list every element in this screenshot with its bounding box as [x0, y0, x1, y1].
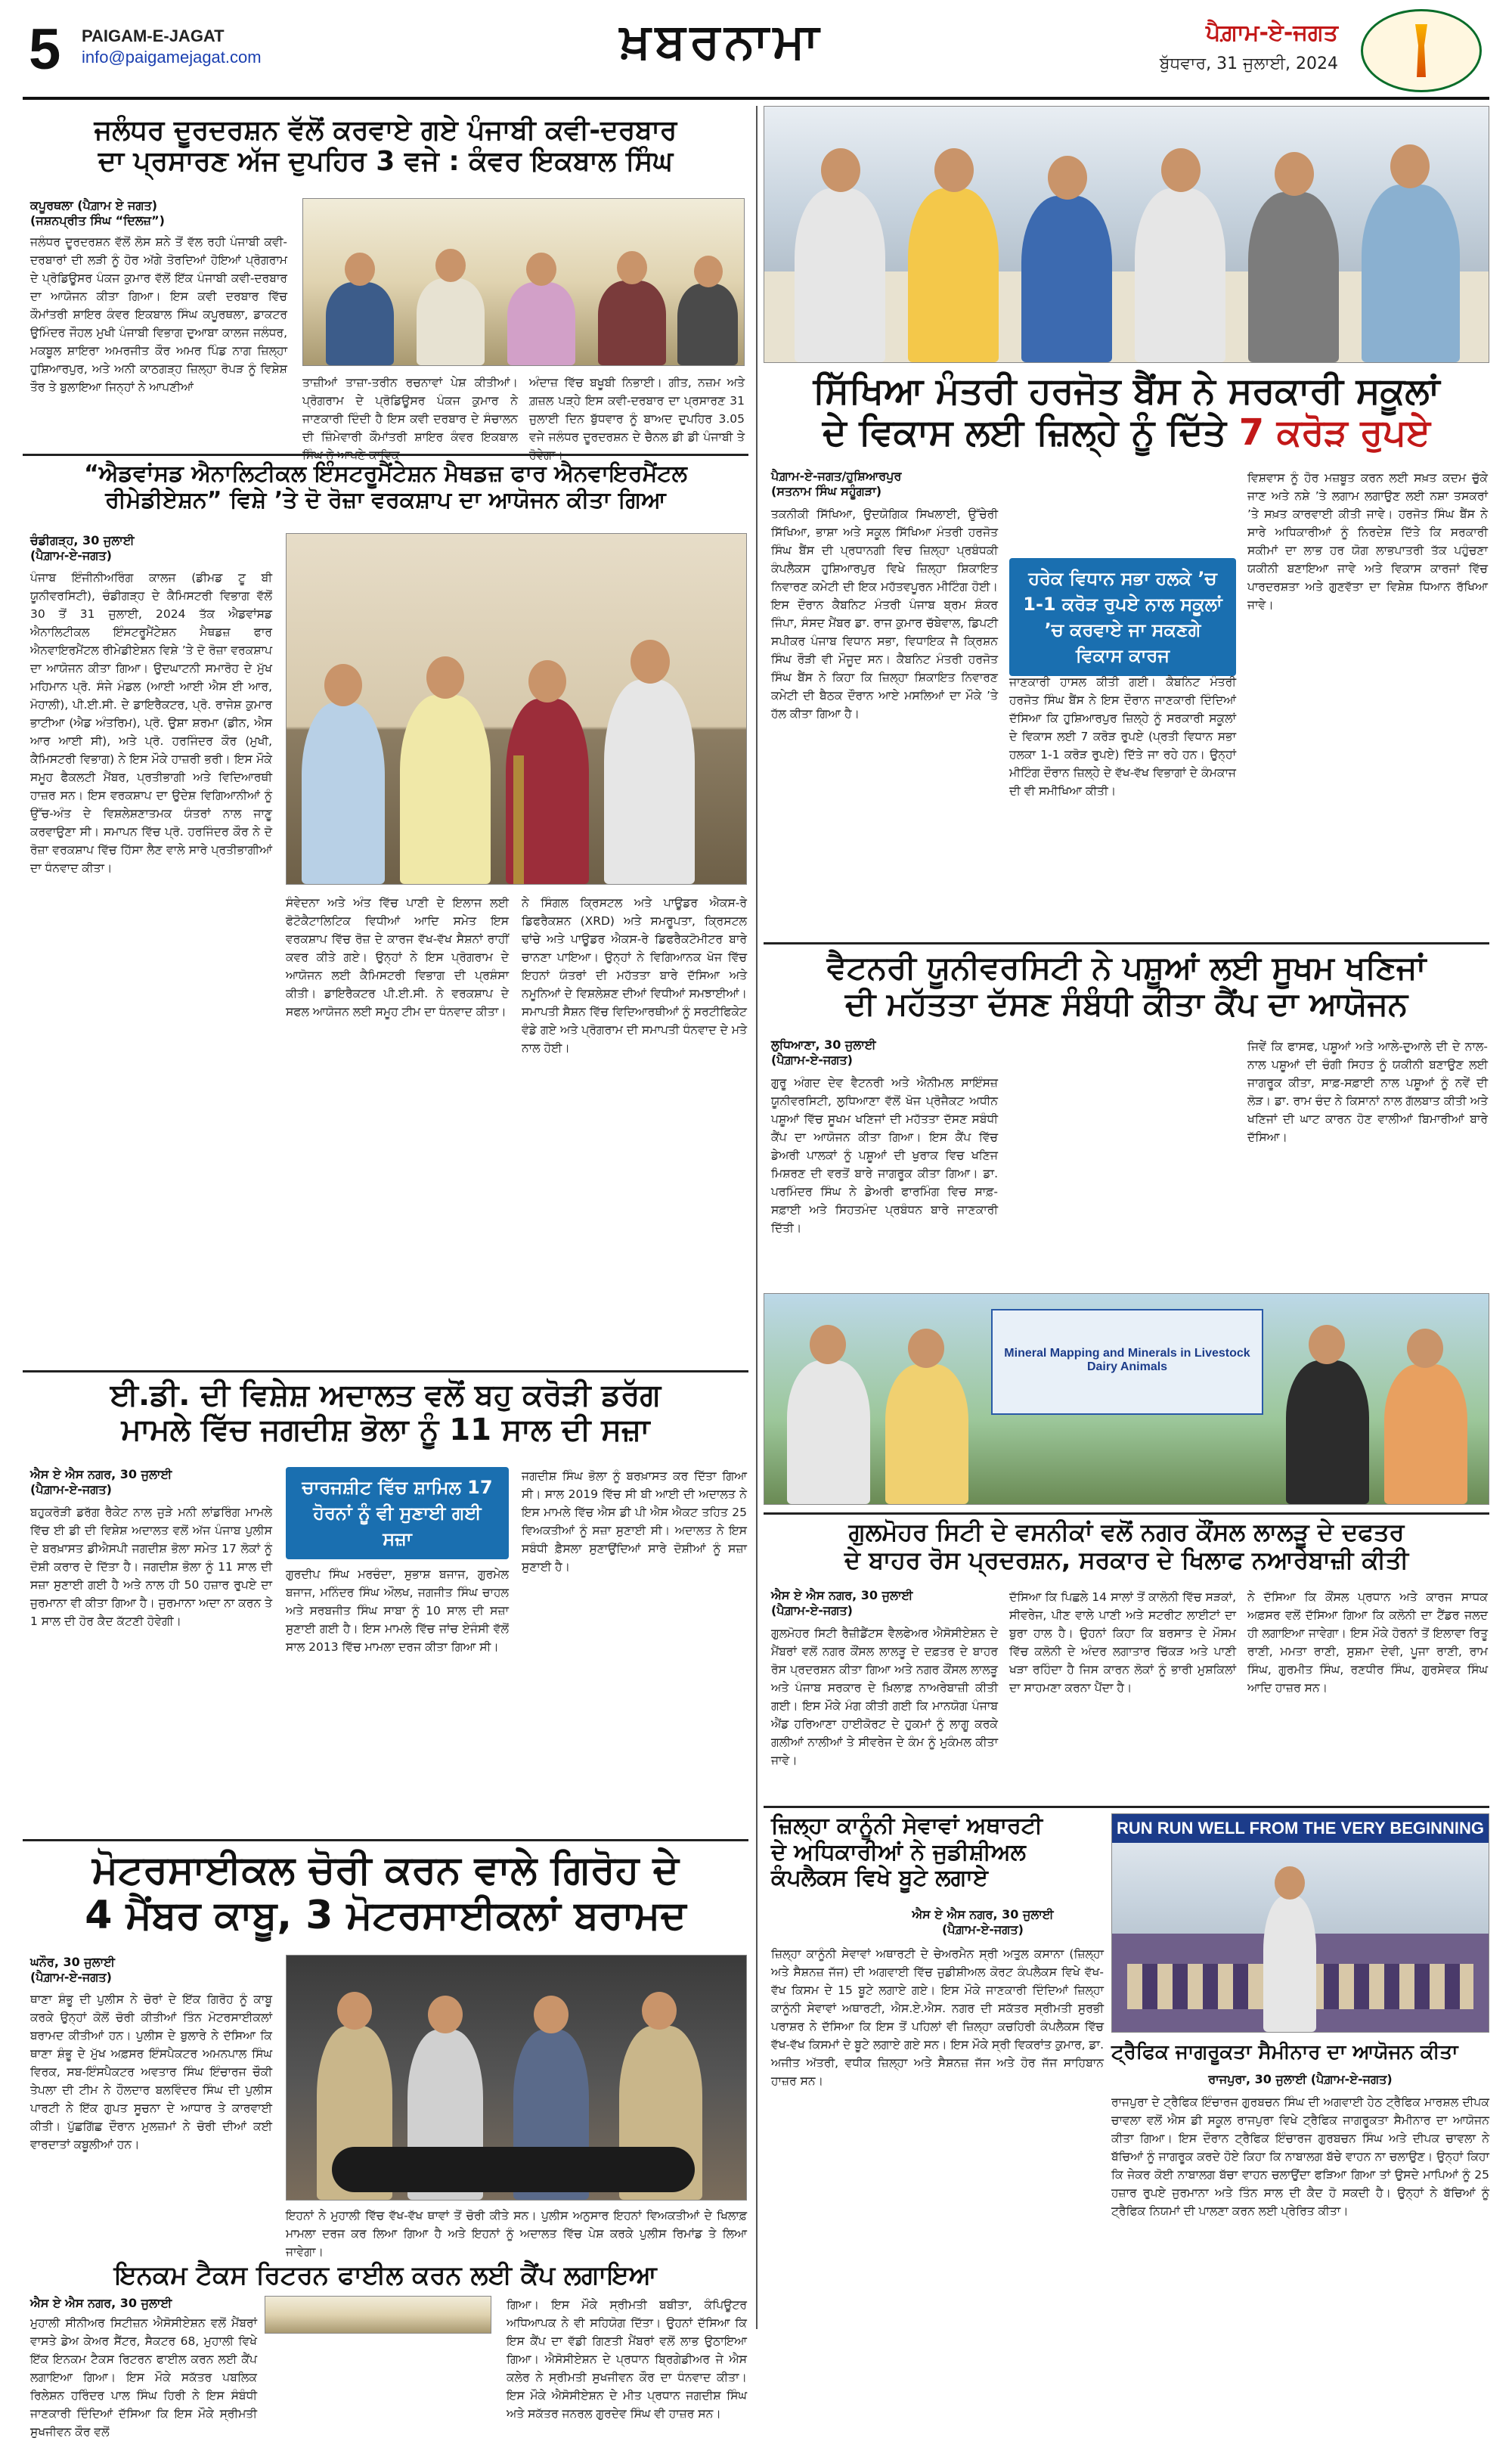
- article1-headline-line1: ਜਲੰਧਰ ਦੂਰਦਰਸ਼ਨ ਵੱਲੋਂ ਕਰਵਾਏ ਗਏ ਪੰਜਾਬੀ ਕਵੀ-ਦਰਬਾਰ: [94, 115, 677, 146]
- article3-body: ਤਕਨੀਕੀ ਸਿੱਖਿਆ, ਉਦਯੋਗਿਕ ਸਿਖਲਾਈ, ਉੱਚੇਰੀ ਸਿੱਖਿਆ, ਭਾਸ਼ਾ ਅਤੇ ਸਕੂਲ ਸਿੱਖਿਆ ਮੰਤਰੀ ਹਰਜੋਤ ਸਿੰਘ ਬੈਂਸ ਦੀ ਪ੍ਰਧਾਨਗੀ ਵਿਚ ਜ਼ਿਲ੍ਹਾ ਪ੍ਰਬੰਧਕੀ ਕੰਪਲੈਕਸ ਹੁਸ਼ਿਆਰਪੁਰ ਵਿਖੇ ਜ਼ਿਲ੍ਹਾ ਸ਼ਿਕਾਇਤ ਨਿਵਾਰਣ ਕਮੇਟੀ ਦੀ ਇਕ ਮਹੱਤਵਪੂਰਨ ਮੀਟਿੰਗ ਹੋਈ। ਇਸ ਦੌਰਾਨ ਕੈਬਨਿਟ ਮੰਤਰੀ ਪੰਜਾਬ ਬ੍ਰਮ ਸ਼ੰਕਰ ਜਿੰਪਾ, ਸੰਸਦ ਮੈਂਬਰ ਡਾ. ਰਾਜ ਕੁਮਾਰ ਚੱਬੇਵਾਲ, ਡਿਪਟੀ ਸਪੀਕਰ ਪੰਜਾਬ ਵਿਧਾਨ ਸਭਾ, ਵਿਧਾਇਕ ਜੈ ਕ੍ਰਿਸ਼ਨ ਸਿੰਘ ਰੌੜੀ ਵੀ ਮੌਜੂਦ ਸਨ। ਕੈਬਨਿਟ ਮੰਤਰੀ ਹਰਜੋਤ ਸਿੰਘ ਬੈਂਸ ਨੇ ਕਿਹਾ ਕਿ ਜ਼ਿਲ੍ਹਾ ਸ਼ਿਕਾਇਤ ਨਿਵਾਰਣ ਕਮੇਟੀ ਦੀ ਬੈਠਕ ਦੌਰਾਨ ਆਏ ਮਸਲਿਆਂ ਦਾ ਮੌਕੇ ’ਤੇ ਹੱਲ ਕੀਤਾ ਗਿਆ ਹੈ।: [771, 507, 998, 721]
- page-number: 5: [29, 17, 61, 82]
- article3-body3: ਵਿਸ਼ਵਾਸ ਨੂੰ ਹੋਰ ਮਜ਼ਬੂਤ ਕਰਨ ਲਈ ਸਖ਼ਤ ਕਦਮ ਚੁੱਕੇ ਜਾਣ ਅਤੇ ਨਸ਼ੇ ’ਤੇ ਲਗਾਮ ਲਗਾਉਣ ਲਈ ਨਸ਼ਾ ਤਸਕਰਾਂ ’ਤੇ ਸਖ਼ਤ ਕਾਰਵਾਈ ਕੀਤੀ ਜਾਵੇ। ਹਰਜੋਤ ਸਿੰਘ ਬੈਂਸ ਨੇ ਸਾਰੇ ਅਧਿਕਾਰੀਆਂ ਨੂੰ ਨਿਰਦੇਸ਼ ਦਿੱਤੇ ਕਿ ਸਰਕਾਰੀ ਸਕੀਮਾਂ ਦਾ ਲਾਭ ਹਰ ਯੋਗ ਲਾਭਪਾਤਰੀ ਤੱਕ ਪਹੁੰਚਣਾ ਯਕੀਨੀ ਬਣਾਇਆ ਜਾਵੇ ਅਤੇ ਵਿਕਾਸ ਕਾਰਜਾਂ ਵਿੱਚ ਪਾਰਦਰਸ਼ਤਾ ਅਤੇ ਗੁਣਵੱਤਾ ਦਾ ਵਿਸ਼ੇਸ਼ ਧਿਆਨ ਰੱਖਿਆ ਜਾਵੇ।: [1247, 471, 1488, 612]
- article7-byline: [771, 1588, 998, 1618]
- brand-name-punjabi: ਪੈਗ਼ਾਮ-ਏ-ਜਗਤ: [1205, 20, 1338, 46]
- article2-byline: [30, 533, 272, 563]
- article3-headline-line2a: ਦੇ ਵਿਕਾਸ ਲਈ ਜ਼ਿਲ੍ਹੇ ਨੂੰ ਦਿੱਤੇ: [822, 411, 1227, 454]
- article5-body2: ਗੁਰਦੀਪ ਸਿੰਘ ਮਰਚੰਦਾ, ਸੁਭਾਸ਼ ਬਜਾਜ, ਗੁਰਮੇਲ ਬਜਾਜ, ਮਨਿੰਦਰ ਸਿੰਘ ਔਲਖ, ਜਗਜੀਤ ਸਿੰਘ ਚਾਹਲ ਅਤੇ ਸਰਬਜੀਤ ਸਿੰਘ ਸਾਬਾ ਨੂੰ 10 ਸਾਲ ਦੀ ਸਜ਼ਾ ਸੁਣਾਈ ਗਈ ਹੈ। ਇਸ ਮਾਮਲੇ ਵਿੱਚ ਜਾਂਚ ਏਜੰਸੀ ਵੱਲੋਂ ਸਾਲ 2013 ਵਿੱਚ ਮਾਮਲਾ ਦਰਜ ਕੀਤਾ ਗਿਆ ਸੀ।: [286, 1568, 509, 1654]
- article3-headline-line2: [764, 412, 1489, 454]
- article7-body3: ਨੇ ਦੱਸਿਆ ਕਿ ਕੌਂਸਲ ਪ੍ਰਧਾਨ ਅਤੇ ਕਾਰਜ ਸਾਧਕ ਅਫ਼ਸਰ ਵਲੋਂ ਦੱਸਿਆ ਗਿਆ ਕਿ ਕਲੋਨੀ ਦਾ ਟੈਂਡਰ ਜਲਦ ਹੀ ਲਗਾਇਆ ਜਾਵੇਗਾ। ਇਸ ਮੌਕੇ ਹੋਰਨਾਂ ਤੋਂ ਇਲਾਵਾ ਰਿਤੂ ਰਾਣੀ, ਮਮਤਾ ਰਾਣੀ, ਸੁਸ਼ਮਾ ਦੇਵੀ, ਪੂਜਾ ਰਾਣੀ, ਰਾਮ ਸਿੰਘ, ਗੁਰਮੀਤ ਸਿੰਘ, ਰਣਧੀਰ ਸਿੰਘ, ਗੁਰਸੇਵਕ ਸਿੰਘ ਆਦਿ ਹਾਜ਼ਰ ਸਨ।: [1247, 1590, 1488, 1695]
- article9-body: ਰਾਜਪੁਰਾ ਦੇ ਟ੍ਰੈਫਿਕ ਇੰਚਾਰਜ ਗੁਰਬਚਨ ਸਿੰਘ ਦੀ ਅਗਵਾਈ ਹੇਠ ਟ੍ਰੈਫਿਕ ਮਾਰਸ਼ਲ ਦੀਪਕ ਚਾਵਲਾ ਵਲੋਂ ਐਸ ਡੀ ਸਕੂਲ ਰਾਜਪੁਰਾ ਵਿਖੇ ਟ੍ਰੈਫਿਕ ਜਾਗਰੂਕਤਾ ਸੈਮੀਨਾਰ ਦਾ ਆਯੋਜਨ ਕੀਤਾ ਗਿਆ। ਇਸ ਦੌਰਾਨ ਟ੍ਰੈਫਿਕ ਇੰਚਾਰਜ ਗੁਰਬਚਨ ਸਿੰਘ ਅਤੇ ਦੀਪਕ ਚਾਵਲਾ ਨੇ ਬੱਚਿਆਂ ਨੂੰ ਜਾਗਰੂਕ ਕਰਦੇ ਹੋਏ ਕਿਹਾ ਕਿ ਨਾਬਾਲਗ ਬੱਚੇ ਵਾਹਨ ਨਾ ਚਲਾਉਣ। ਉਨ੍ਹਾਂ ਕਿਹਾ ਕਿ ਜੇਕਰ ਕੋਈ ਨਾਬਾਲਗ ਬੱਚਾ ਵਾਹਨ ਚਲਾਉਂਦਾ ਫੜਿਆ ਗਿਆ ਤਾਂ ਉਸਦੇ ਮਾਪਿਆਂ ਨੂੰ 25 ਹਜ਼ਾਰ ਰੁਪਏ ਜੁਰਮਾਨਾ ਅਤੇ ਤਿੰਨ ਸਾਲ ਦੀ ਕੈਦ ਹੋ ਸਕਦੀ ਹੈ। ਉਨ੍ਹਾਂ ਨੇ ਬੱਚਿਆਂ ਨੂੰ ਟ੍ਰੈਫਿਕ ਨਿਯਮਾਂ ਦੀ ਪਾਲਣਾ ਕਰਨ ਲਈ ਪ੍ਰੇਰਿਤ ਕੀਤਾ।: [1111, 2095, 1489, 2218]
- article8-headline-line2: ਦੇ ਅਧਿਕਾਰੀਆਂ ਨੇ ਜੁਡੀਸ਼ੀਅਲ: [771, 1838, 1026, 1866]
- article7-body: ਗੁਲਮੋਹਰ ਸਿਟੀ ਰੈਜ਼ੀਡੈਂਟਸ ਵੈਲਫੇਅਰ ਐਸੋਸੀਏਸ਼ਨ ਦੇ ਮੈਂਬਰਾਂ ਵਲੋਂ ਨਗਰ ਕੌਂਸਲ ਲਾਲੜੂ ਦੇ ਦਫ਼ਤਰ ਦੇ ਬਾਹਰ ਰੋਸ ਪ੍ਰਦਰਸ਼ਨ ਕੀਤਾ ਗਿਆ ਅਤੇ ਨਗਰ ਕੌਂਸਲ ਲਾਲੜੂ ਅਤੇ ਪੰਜਾਬ ਸਰਕਾਰ ਦੇ ਖ਼ਿਲਾਫ਼ ਨਾਅਰੇਬਾਜ਼ੀ ਕੀਤੀ ਗਈ। ਇਸ ਮੌਕੇ ਮੰਗ ਕੀਤੀ ਗਈ ਕਿ ਮਾਨਯੋਗ ਪੰਜਾਬ ਐਂਡ ਹਰਿਆਣਾ ਹਾਈਕੋਰਟ ਦੇ ਹੁਕਮਾਂ ਨੂੰ ਲਾਗੂ ਕਰਕੇ ਗਲੀਆਂ ਨਾਲੀਆਂ ਤੇ ਸੀਵਰੇਜ ਦੇ ਕੰਮ ਨੂੰ ਮੁਕੰਮਲ ਕੀਤਾ ਜਾਵੇ।: [771, 1627, 998, 1767]
- article3-photo: [764, 106, 1489, 363]
- article1-headline: [23, 115, 748, 178]
- article2-photo: [286, 533, 747, 885]
- article8-headline: [771, 1813, 1104, 1892]
- article4-headline: [764, 950, 1489, 1023]
- article3-headline: [764, 371, 1489, 454]
- divider: [764, 942, 1489, 944]
- article6-dateline: ਘਨੌਰ, 30 ਜੁਲਾਈ: [30, 1955, 115, 1969]
- torch-logo-icon: [1361, 9, 1482, 92]
- article3-dateline: ਪੈਗ਼ਾਮ-ਏ-ਜਗਤ/ਹੁਸ਼ਿਆਰਪੁਰ: [771, 469, 902, 483]
- article7-headline-line1: ਗੁਲਮੋਹਰ ਸਿਟੀ ਦੇ ਵਸਨੀਕਾਂ ਵਲੋਂ ਨਗਰ ਕੌਂਸਲ ਲਾਲੜੂ ਦੇ ਦਫਤਰ: [848, 1518, 1405, 1546]
- article8-agency: (ਪੈਗ਼ਾਮ-ਏ-ਜਗਤ): [942, 1922, 1024, 1937]
- divider: [764, 1512, 1489, 1515]
- article8-dateline: ਐਸ ਏ ਐਸ ਨਗਰ, 30 ਜੁਲਾਈ: [912, 1907, 1054, 1921]
- article4-dateline: ਲੁਧਿਆਣਾ, 30 ਜੁਲਾਈ: [771, 1038, 876, 1052]
- article5-agency: (ਪੈਗ਼ਾਮ-ਏ-ਜਗਤ): [30, 1482, 112, 1497]
- article10-byline: [30, 2296, 257, 2311]
- article10-headline: ਇਨਕਮ ਟੈਕਸ ਰਿਟਰਨ ਫਾਈਲ ਕਰਨ ਲਈ ਕੈਂਪ ਲਗਾਇਆ: [23, 2261, 748, 2291]
- article5-body: ਬਹੁਕਰੋੜੀ ਡਰੱਗ ਰੈਕੇਟ ਨਾਲ ਜੁੜੇ ਮਨੀ ਲਾਂਡਰਿੰਗ ਮਾਮਲੇ ਵਿੱਚ ਈ ਡੀ ਦੀ ਵਿਸ਼ੇਸ਼ ਅਦਾਲਤ ਵਲੋਂ ਅੱਜ ਪੰਜਾਬ ਪੁਲੀਸ ਦੇ ਬਰਖ਼ਾਸਤ ਡੀਐਸਪੀ ਜਗਦੀਸ਼ ਭੋਲਾ ਸਮੇਤ 17 ਲੋਕਾਂ ਨੂੰ ਦੋਸ਼ੀ ਕਰਾਰ ਦੇ ਦਿੱਤਾ ਹੈ। ਜਗਦੀਸ਼ ਭੋਲਾ ਨੂੰ 11 ਸਾਲ ਦੀ ਸਜ਼ਾ ਸੁਣਾਈ ਗਈ ਹੈ ਅਤੇ ਨਾਲ ਹੀ 50 ਹਜ਼ਾਰ ਰੁਪਏ ਦਾ ਜੁਰਮਾਨਾ ਵੀ ਕੀਤਾ ਗਿਆ ਹੈ। ਜੁਰਮਾਨਾ ਅਦਾ ਨਾ ਕਰਨ ਤੇ 1 ਸਾਲ ਦੀ ਹੋਰ ਕੈਦ ਕੱਟਣੀ ਹੋਵੇਗੀ।: [30, 1506, 272, 1628]
- article9-dateline: ਰਾਜਪੁਰਾ, 30 ਜੁਲਾਈ (ਪੈਗ਼ਾਮ-ਏ-ਜਗਤ): [1208, 2072, 1393, 2086]
- article2-body2: ਸੰਵੇਦਨਾ ਅਤੇ ਅੰਤ ਵਿੱਚ ਪਾਣੀ ਦੇ ਇਲਾਜ ਲਈ ਫੋਟੋਕੈਟਾਲਿਟਿਕ ਵਿਧੀਆਂ ਆਦਿ ਸਮੇਤ ਇਸ ਵਰਕਸ਼ਾਪ ਵਿੱਚ ਰੋਜ਼ ਦੇ ਕਾਰਜ ਵੱਖ-ਵੱਖ ਸੈਸ਼ਨਾਂ ਰਾਹੀਂ ਕਵਰ ਕੀਤੇ ਗਏ। ਉਨ੍ਹਾਂ ਨੇ ਇਸ ਪ੍ਰੋਗਰਾਮ ਦੇ ਆਯੋਜਨ ਲਈ ਕੈਮਿਸਟਰੀ ਵਿਭਾਗ ਦੀ ਪ੍ਰਸ਼ੰਸਾ ਕੀਤੀ। ਡਾਇਰੈਕਟਰ ਪੀ.ਈ.ਸੀ. ਨੇ ਵਰਕਸ਼ਾਪ ਦੇ ਸਫਲ ਆਯੋਜਨ ਲਈ ਸਮੂਹ ਟੀਮ ਦਾ ਧੰਨਵਾਦ ਕੀਤਾ।: [286, 896, 509, 1019]
- article10-photo: [265, 2296, 491, 2334]
- article9-photo-banner: RUN RUN WELL FROM THE VERY BEGINNING: [1112, 1814, 1489, 1843]
- article6-agency: (ਪੈਗ਼ਾਮ-ਏ-ਜਗਤ): [30, 1970, 112, 1984]
- brand-name: PAIGAM-E-JAGAT: [82, 26, 225, 45]
- article7-body2: ਦੱਸਿਆ ਕਿ ਪਿਛਲੇ 14 ਸਾਲਾਂ ਤੋਂ ਕਾਲੋਨੀ ਵਿੱਚ ਸੜਕਾਂ, ਸੀਵਰੇਜ, ਪੀਣ ਵਾਲੇ ਪਾਣੀ ਅਤੇ ਸਟਰੀਟ ਲਾਈਟਾਂ ਦਾ ਬੁਰਾ ਹਾਲ ਹੈ। ਉਹਨਾਂ ਕਿਹਾ ਕਿ ਬਰਸਾਤ ਦੇ ਮੌਸਮ ਵਿੱਚ ਕਲੋਨੀ ਦੇ ਅੰਦਰ ਲਗਾਤਾਰ ਚਿੱਕੜ ਅਤੇ ਪਾਣੀ ਖੜਾ ਰਹਿੰਦਾ ਹੈ ਜਿਸ ਕਾਰਨ ਲੋਕਾਂ ਨੂੰ ਭਾਰੀ ਮੁਸ਼ਕਿਲਾਂ ਦਾ ਸਾਹਮਣਾ ਕਰਨਾ ਪੈਂਦਾ ਹੈ।: [1009, 1590, 1236, 1695]
- article4-agency: (ਪੈਗ਼ਾਮ-ਏ-ਜਗਤ): [771, 1053, 853, 1067]
- article6-headline-line2: 4 ਮੈਂਬਰ ਕਾਬੂ, 3 ਮੋਟਰਸਾਈਕਲਾਂ ਬਰਾਮਦ: [85, 1892, 686, 1938]
- divider: [764, 1806, 1489, 1808]
- article4-body2: ਜਿਵੇਂ ਕਿ ਫਾਸਫ, ਪਸ਼ੂਆਂ ਅਤੇ ਆਲੇ-ਦੁਆਲੇ ਦੀ ਦੇ ਨਾਲ-ਨਾਲ ਪਸ਼ੂਆਂ ਦੀ ਚੰਗੀ ਸਿਹਤ ਨੂੰ ਯਕੀਨੀ ਬਣਾਉਣ ਲਈ ਜਾਗਰੂਕ ਕੀਤਾ, ਸਾਫ਼-ਸਫ਼ਾਈ ਨਾਲ ਪਸ਼ੂਆਂ ਨੂੰ ਨਵੇਂ ਦੀ ਲੋੜ। ਡਾ. ਰਾਮ ਚੰਦ ਨੇ ਕਿਸਾਨਾਂ ਨਾਲ ਗੱਲਬਾਤ ਕੀਤੀ ਅਤੇ ਖਣਿਜਾਂ ਦੀ ਘਾਟ ਕਾਰਨ ਹੋਣ ਵਾਲੀਆਂ ਬਿਮਾਰੀਆਂ ਬਾਰੇ ਦੱਸਿਆ।: [1247, 1040, 1488, 1144]
- article5-dateline: ਐਸ ਏ ਐਸ ਨਗਰ, 30 ਜੁਲਾਈ: [30, 1467, 172, 1481]
- article6-headline: [23, 1848, 748, 1939]
- article1-headline-line2: ਦਾ ਪ੍ਰਸਾਰਣ ਅੱਜ ਦੁਪਹਿਰ 3 ਵਜੇ : ਕੰਵਰ ਇਕਬਾਲ ਸਿੰਘ: [98, 146, 674, 178]
- article4-photo-banner: Mineral Mapping and Minerals in Livestock Dairy Animals: [1004, 1347, 1250, 1373]
- article9-headline: ਟ੍ਰੈਫਿਕ ਜਾਗਰੂਕਤਾ ਸੈਮੀਨਾਰ ਦਾ ਆਯੋਜਨ ਕੀਤਾ: [1111, 2041, 1458, 2064]
- article3-callout: ਹਰੇਕ ਵਿਧਾਨ ਸਭਾ ਹਲਕੇ ’ਚ 1-1 ਕਰੋੜ ਰੁਪਏ ਨਾਲ ਸਕੂਲਾਂ ’ਚ ਕਰਵਾਏ ਜਾ ਸਕਣਗੇ ਵਿਕਾਸ ਕਾਰਜ: [1009, 558, 1236, 676]
- article6-photo: [286, 1955, 747, 2201]
- article1-photo: [302, 198, 745, 366]
- column-rule: [756, 106, 758, 2329]
- article1-byline: [30, 198, 287, 228]
- article4-photo: [764, 1293, 1489, 1505]
- divider: [23, 1370, 748, 1372]
- article1-body: ਜਲੰਧਰ ਦੂਰਦਰਸ਼ਨ ਵੱਲੋਂ ਲੋਸ ਸ਼ਨੇ ਤੋਂ ਵੱਲ ਰਹੀ ਪੰਜਾਬੀ ਕਵੀ-ਦਰਬਾਰਾਂ ਦੀ ਲੜੀ ਨੂੰ ਹੋਰ ਅੱਗੇ ਤੋਰਦਿਆਂ ਹੋਇਆਂ ਪ੍ਰੋਗਰਾਮ ਦੇ ਪ੍ਰੋਡਿਊਸਰ ਪੰਕਜ ਕੁਮਾਰ ਵੱਲੋਂ ਇੱਕ ਪੰਜਾਬੀ ਕਵੀ-ਦਰਬਾਰ ਦਾ ਆਯੋਜਨ ਕੀਤਾ ਗਿਆ। ਇਸ ਕਵੀ ਦਰਬਾਰ ਵਿੱਚ ਕੌਮਾਂਤਰੀ ਸ਼ਾਇਰ ਕੰਵਰ ਇਕਬਾਲ ਸਿੰਘ ਕਪੂਰਥਲਾ, ਡਾਕਟਰ ਉਮਿੰਦਰ ਜੌਹਲ ਮੁਖੀ ਪੰਜਾਬੀ ਵਿਭਾਗ ਦੁਆਬਾ ਕਾਲਜ ਜਲੰਧਰ, ਮਕਬੂਲ ਸ਼ਾਇਰਾ ਅਮਰਜੀਤ ਕੌਰ ਅਮਰ ਪਿੰਡ ਨਾਗ ਜ਼ਿਲ੍ਹਾ ਹੁਸ਼ਿਆਰਪੁਰ, ਅਤੇ ਅਨੀ ਕਾਠਗੜ੍ਹ ਜ਼ਿਲ੍ਹਾ ਰੋਪੜ ਨੂੰ ਵਿਸ਼ੇਸ਼ ਤੌਰ ਤੇ ਬੁਲਾਇਆ ਜਿਨ੍ਹਾਂ ਨੇ ਆਪਣੀਆਂ: [30, 235, 287, 394]
- article3-byline: [771, 469, 998, 499]
- article10-body2: ਗਿਆ। ਇਸ ਮੌਕੇ ਸ੍ਰੀਮਤੀ ਬਬੀਤਾ, ਕੰਪਿਊਟਰ ਅਧਿਆਪਕ ਨੇ ਵੀ ਸਹਿਯੋਗ ਦਿੱਤਾ। ਉਹਨਾਂ ਦੱਸਿਆ ਕਿ ਇਸ ਕੈਂਪ ਦਾ ਵੱਡੀ ਗਿਣਤੀ ਮੈਂਬਰਾਂ ਵਲੋਂ ਲਾਭ ਉਠਾਇਆ ਗਿਆ। ਐਸੋਸੀਏਸ਼ਨ ਦੇ ਪ੍ਰਧਾਨ ਬ੍ਰਿਗੇਡੀਅਰ ਜੇ ਐਸ ਕਲੇਰ ਨੇ ਸ੍ਰੀਮਤੀ ਸੁਖਜੀਵਨ ਕੌਰ ਦਾ ਧੰਨਵਾਦ ਕੀਤਾ। ਇਸ ਮੌਕੇ ਐਸੋਸੀਏਸ਼ਨ ਦੇ ਮੀਤ ਪ੍ਰਧਾਨ ਜਗਦੀਸ਼ ਸਿੰਘ ਅਤੇ ਸਕੱਤਰ ਜਨਰਲ ਗੁਰਦੇਵ ਸਿੰਘ ਵੀ ਹਾਜ਼ਰ ਸਨ।: [507, 2298, 747, 2421]
- article7-headline-line2: ਦੇ ਬਾਹਰ ਰੋਸ ਪ੍ਰਦਰਸ਼ਨ, ਸਰਕਾਰ ਦੇ ਖਿਲਾਫ ਨਆਰੇਬਾਜ਼ੀ ਕੀਤੀ: [844, 1545, 1409, 1574]
- divider: [23, 454, 748, 456]
- article10-body: ਮੁਹਾਲੀ ਸੀਨੀਅਰ ਸਿਟੀਜ਼ਨ ਐਸੋਸੀਏਸ਼ਨ ਵਲੋਂ ਮੈਂਬਰਾਂ ਵਾਸਤੇ ਡੇਅ ਕੇਅਰ ਸੈਂਟਰ, ਸੈਕਟਰ 68, ਮੁਹਾਲੀ ਵਿਖੇ ਇੱਕ ਇਨਕਮ ਟੈਕਸ ਰਿਟਰਨ ਫਾਈਲ ਕਰਨ ਲਈ ਕੈਂਪ ਲਗਾਇਆ ਗਿਆ। ਇਸ ਮੌਕੇ ਸਕੱਤਰ ਪਬਲਿਕ ਰਿਲੇਸ਼ਨ ਹਰਿੰਦਰ ਪਾਲ ਸਿੰਘ ਹਿਰੀ ਨੇ ਇਸ ਸੰਬੰਧੀ ਜਾਣਕਾਰੀ ਦਿੰਦਿਆਂ ਦੱਸਿਆ ਕਿ ਇਸ ਮੌਕੇ ਸ੍ਰੀਮਤੀ ਸੁਖਜੀਵਨ ਕੌਰ ਵਲੋਂ: [30, 2316, 257, 2439]
- article8-headline-line1: ਜ਼ਿਲ੍ਹਾ ਕਾਨੂੰਨੀ ਸੇਵਾਵਾਂ ਅਥਾਰਟੀ: [771, 1813, 1043, 1839]
- article9-photo: [1111, 1813, 1489, 2033]
- article2-agency: (ਪੈਗ਼ਾਮ-ਏ-ਜਗਤ): [30, 548, 112, 563]
- masthead-brand: [82, 26, 262, 68]
- article3-body2: ਜਾਣਕਾਰੀ ਹਾਸਲ ਕੀਤੀ ਗਈ। ਕੈਬਨਿਟ ਮੰਤਰੀ ਹਰਜੋਤ ਸਿੰਘ ਬੈਂਸ ਨੇ ਇਸ ਦੌਰਾਨ ਜਾਣਕਾਰੀ ਦਿੰਦਿਆਂ ਦੱਸਿਆ ਕਿ ਹੁਸ਼ਿਆਰਪੁਰ ਜ਼ਿਲ੍ਹੇ ਨੂੰ ਸਰਕਾਰੀ ਸਕੂਲਾਂ ਦੇ ਵਿਕਾਸ ਲਈ 7 ਕਰੋੜ ਰੁਪਏ (ਪ੍ਰਤੀ ਵਿਧਾਨ ਸਭਾ ਹਲਕਾ 1-1 ਕਰੋੜ ਰੁਪਏ) ਦਿੱਤੇ ਜਾ ਰਹੇ ਹਨ। ਉਨ੍ਹਾਂ ਮੀਟਿੰਗ ਦੌਰਾਨ ਜ਼ਿਲ੍ਹੇ ਦੇ ਵੱਖ-ਵੱਖ ਵਿਭਾਗਾਂ ਦੇ ਕੰਮਕਾਜ ਦੀ ਵੀ ਸਮੀਖਿਆ ਕੀਤੀ।: [1009, 675, 1236, 798]
- article6-body2: ਇਹਨਾਂ ਨੇ ਮੁਹਾਲੀ ਵਿੱਚ ਵੱਖ-ਵੱਖ ਥਾਵਾਂ ਤੋਂ ਚੋਰੀ ਕੀਤੇ ਸਨ। ਪੁਲੀਸ ਅਨੁਸਾਰ ਇਹਨਾਂ ਵਿਅਕਤੀਆਂ ਦੇ ਖਿਲਾਫ਼ ਮਾਮਲਾ ਦਰਜ ਕਰ ਲਿਆ ਗਿਆ ਹੈ ਅਤੇ ਇਹਨਾਂ ਨੂੰ ਅਦਾਲਤ ਵਿੱਚ ਪੇਸ਼ ਕਰਕੇ ਪੁਲੀਸ ਰਿਮਾਂਡ ਤੇ ਲਿਆ ਜਾਵੇਗਾ।: [286, 2209, 747, 2259]
- article2-body: ਪੰਜਾਬ ਇੰਜੀਨੀਅਰਿੰਗ ਕਾਲਜ (ਡੀਮਡ ਟੂ ਬੀ ਯੂਨੀਵਰਸਿਟੀ), ਚੰਡੀਗੜ੍ਹ ਦੇ ਕੈਮਿਸਟਰੀ ਵਿਭਾਗ ਵੱਲੋਂ 30 ਤੋਂ 31 ਜੁਲਾਈ, 2024 ਤੱਕ ਐਡਵਾਂਸਡ ਐਨਾਲਿਟੀਕਲ ਇੰਸਟਰੂਮੈਂਟੇਸ਼ਨ ਮੈਥਡਜ਼ ਫਾਰ ਐਨਵਾਇਰਮੈਂਟਲ ਰੀਮੇਡੀਏਸ਼ਨ ਵਿਸ਼ੇ ’ਤੇ ਦੋ ਰੋਜ਼ਾ ਵਰਕਸ਼ਾਪ ਦਾ ਆਯੋਜਨ ਕੀਤਾ ਗਿਆ। ਉਦਘਾਟਨੀ ਸਮਾਰੋਹ ਦੇ ਮੁੱਖ ਮਹਿਮਾਨ ਪ੍ਰੋ. ਸੰਜੇ ਮੰਡਲ (ਆਈ ਆਈ ਐਸ ਈ ਆਰ, ਮੋਹਾਲੀ), ਪੀ.ਈ.ਸੀ. ਦੇ ਡਾਇਰੈਕਟਰ, ਪ੍ਰੋ. ਰਾਜੇਸ਼ ਕੁਮਾਰ ਭਾਟੀਆ (ਐਡ ਅੰਤਰਿਮ), ਪ੍ਰੋ. ਉਸ਼ਾ ਸ਼ਰਮਾ (ਡੀਨ, ਐਸ ਆਰ ਆਈ ਸੀ), ਅਤੇ ਪ੍ਰੋ. ਹਰਜਿੰਦਰ ਕੌਰ (ਮੁਖੀ, ਕੈਮਿਸਟਰੀ ਵਿਭਾਗ) ਨੇ ਇਸ ਮੌਕੇ ਹਾਜ਼ਰੀ ਭਰੀ। ਇਸ ਮੌਕੇ ਸਮੂਹ ਫੈਕਲਟੀ ਮੈਂਬਰ, ਪ੍ਰਤੀਭਾਗੀ ਅਤੇ ਵਿਦਿਆਰਥੀ ਹਾਜ਼ਰ ਸਨ। ਇਸ ਵਰਕਸ਼ਾਪ ਦਾ ਉਦੇਸ਼ ਵਿਗਿਆਨੀਆਂ ਨੂੰ ਉੱਚ-ਅੰਤ ਦੇ ਵਿਸ਼ਲੇਸ਼ਣਾਤਮਕ ਯੰਤਰਾਂ ਨਾਲ ਜਾਣੂ ਕਰਵਾਉਣਾ ਸੀ। ਸਮਾਪਨ ਵਿੱਚ ਪ੍ਰੋ. ਹਰਜਿੰਦਰ ਕੌਰ ਨੇ ਦੋ ਰੋਜ਼ਾ ਵਰਕਸ਼ਾਪ ਵਿੱਚ ਹਿੱਸਾ ਲੈਣ ਵਾਲੇ ਸਾਰੇ ਪ੍ਰਤੀਭਾਗੀਆਂ ਦਾ ਧੰਨਵਾਦ ਕੀਤਾ।: [30, 571, 272, 875]
- article5-headline-line1: ਈ.ਡੀ. ਦੀ ਵਿਸ਼ੇਸ਼ ਅਦਾਲਤ ਵਲੋਂ ਬਹੁ ਕਰੋੜੀ ਡਰੱਗ: [110, 1378, 662, 1413]
- article7-dateline: ਐਸ ਏ ਐਸ ਨਗਰ, 30 ਜੁਲਾਈ: [771, 1588, 913, 1602]
- article4-byline: [771, 1038, 998, 1068]
- article2-body3: ਨੇ ਸਿੰਗਲ ਕ੍ਰਿਸਟਲ ਅਤੇ ਪਾਊਡਰ ਐਕਸ-ਰੇ ਡਿਫਰੈਕਸ਼ਨ (XRD) ਅਤੇ ਸਮਰੂਪਤਾ, ਕ੍ਰਿਸਟਲ ਢਾਂਚੇ ਅਤੇ ਪਾਊਡਰ ਐਕਸ-ਰੇ ਡਿਫਰੈਕਟੋਮੀਟਰ ਬਾਰੇ ਚਾਨਣਾ ਪਾਇਆ। ਉਨ੍ਹਾਂ ਨੇ ਵਿਗਿਆਨਕ ਖੋਜ ਵਿੱਚ ਇਹਨਾਂ ਯੰਤਰਾਂ ਦੀ ਮਹੱਤਤਾ ਬਾਰੇ ਦੱਸਿਆ ਅਤੇ ਨਮੂਨਿਆਂ ਦੇ ਵਿਸ਼ਲੇਸ਼ਣ ਦੀਆਂ ਵਿਧੀਆਂ ਸਮਝਾਈਆਂ। ਸਮਾਪਤੀ ਸੈਸ਼ਨ ਵਿੱਚ ਵਿਦਿਆਰਥੀਆਂ ਨੂੰ ਸਰਟੀਫਿਕੇਟ ਵੰਡੇ ਗਏ ਅਤੇ ਪ੍ਰੋਗਰਾਮ ਦੀ ਸਮਾਪਤੀ ਧੰਨਵਾਦ ਦੇ ਮਤੇ ਨਾਲ ਹੋਈ।: [522, 896, 747, 1055]
- article8-byline: [862, 1907, 1104, 1937]
- article2-headline-line2: ਰੀਮੇਡੀਏਸ਼ਨ” ਵਿਸ਼ੇ ’ਤੇ ਦੋ ਰੋਜ਼ਾ ਵਰਕਸ਼ਾਪ ਦਾ ਆਯੋਜਨ ਕੀਤਾ ਗਿਆ: [105, 486, 666, 513]
- article4-headline-line1: ਵੈਟਨਰੀ ਯੂਨੀਵਰਸਿਟੀ ਨੇ ਪਸ਼ੂਆਂ ਲਈ ਸੂਖਮ ਖਣਿਜਾਂ: [826, 949, 1427, 986]
- article1-author: (ਜਸ਼ਨਪ੍ਰੀਤ ਸਿੰਘ “ਦਿਲਜ਼”): [30, 213, 165, 228]
- article5-headline: [23, 1378, 748, 1447]
- article3-headline-amount: 7 ਕਰੋੜ ਰੁਪਏ: [1238, 411, 1431, 454]
- divider: [23, 1839, 748, 1841]
- article4-headline-line2: ਦੀ ਮਹੱਤਤਾ ਦੱਸਣ ਸੰਬੰਧੀ ਕੀਤਾ ਕੈਂਪ ਦਾ ਆਯੋਜਨ: [844, 985, 1408, 1023]
- article5-body3: ਜਗਦੀਸ਼ ਸਿੰਘ ਭੋਲਾ ਨੂੰ ਬਰਖ਼ਾਸਤ ਕਰ ਦਿੱਤਾ ਗਿਆ ਸੀ। ਸਾਲ 2019 ਵਿੱਚ ਸੀ ਬੀ ਆਈ ਦੀ ਅਦਾਲਤ ਨੇ ਇਸ ਮਾਮਲੇ ਵਿੱਚ ਐਸ ਡੀ ਪੀ ਐਸ ਐਕਟ ਤਹਿਤ 25 ਵਿਅਕਤੀਆਂ ਨੂੰ ਸਜ਼ਾ ਸੁਣਾਈ ਸੀ। ਅਦਾਲਤ ਨੇ ਇਸ ਸਬੰਧੀ ਫ਼ੈਸਲਾ ਸੁਣਾਉਂਦਿਆਂ ਸਾਰੇ ਦੋਸ਼ੀਆਂ ਨੂੰ ਸਜ਼ਾ ਸੁਣਾਈ ਹੈ।: [522, 1469, 747, 1574]
- issue-date: ਬੁੱਧਵਾਰ, 31 ਜੁਲਾਈ, 2024: [1159, 54, 1338, 73]
- article2-headline-line1: “ਐਡਵਾਂਸਡ ਐਨਾਲਿਟੀਕਲ ਇੰਸਟਰੂਮੈਂਟੇਸ਼ਨ ਮੈਥਡਜ਼ ਫਾਰ ਐਨਵਾਇਰਮੈਂਟਲ: [84, 461, 687, 487]
- article3-author: (ਸਤਨਾਮ ਸਿੰਘ ਸਹੂੰਗੜਾ): [771, 484, 882, 498]
- article10-dateline: ਐਸ ਏ ਐਸ ਨਗਰ, 30 ਜੁਲਾਈ: [30, 2296, 172, 2310]
- article6-byline: [30, 1955, 272, 1985]
- article4-body: ਗੁਰੂ ਅੰਗਦ ਦੇਵ ਵੈਟਨਰੀ ਅਤੇ ਐਨੀਮਲ ਸਾਇੰਸਜ਼ ਯੂਨੀਵਰਸਿਟੀ, ਲੁਧਿਆਣਾ ਵੱਲੋਂ ਖੋਜ ਪ੍ਰੋਜੈਕਟ ਅਧੀਨ ਪਸ਼ੂਆਂ ਵਿੱਚ ਸੂਖਮ ਖਣਿਜਾਂ ਦੀ ਮਹੱਤਤਾ ਦੱਸਣ ਸਬੰਧੀ ਕੈਂਪ ਦਾ ਆਯੋਜਨ ਕੀਤਾ ਗਿਆ। ਇਸ ਕੈਂਪ ਵਿੱਚ ਡੇਅਰੀ ਪਾਲਕਾਂ ਨੂੰ ਪਸ਼ੂਆਂ ਦੀ ਖੁਰਾਕ ਵਿਚ ਖਣਿਜ ਮਿਸ਼ਰਣ ਦੀ ਵਰਤੋਂ ਬਾਰੇ ਜਾਗਰੂਕ ਕੀਤਾ ਗਿਆ। ਡਾ. ਪਰਮਿੰਦਰ ਸਿੰਘ ਨੇ ਡੇਅਰੀ ਫਾਰਮਿੰਗ ਵਿਚ ਸਾਫ਼-ਸਫ਼ਾਈ ਅਤੇ ਸਿਹਤਮੰਦ ਪ੍ਰਬੰਧਨ ਬਾਰੇ ਜਾਣਕਾਰੀ ਦਿੱਤੀ।: [771, 1076, 998, 1235]
- article5-callout: ਚਾਰਜਸ਼ੀਟ ਵਿੱਚ ਸ਼ਾਮਿਲ 17 ਹੋਰਨਾਂ ਨੂੰ ਵੀ ਸੁਣਾਈ ਗਈ ਸਜ਼ਾ: [286, 1467, 509, 1559]
- article5-headline-line2: ਮਾਮਲੇ ਵਿੱਚ ਜਗਦੀਸ਼ ਭੋਲਾ ਨੂੰ 11 ਸਾਲ ਦੀ ਸਜ਼ਾ: [121, 1413, 650, 1447]
- article1-body2: ਤਾਜ਼ੀਆਂ ਤਾਜ਼ਾ-ਤਰੀਨ ਰਚਨਾਵਾਂ ਪੇਸ਼ ਕੀਤੀਆਂ। ਪ੍ਰੋਗਰਾਮ ਦੇ ਪ੍ਰੋਡਿਊਸਰ ਪੰਕਜ ਕੁਮਾਰ ਨੇ ਜਾਣਕਾਰੀ ਦਿੰਦੀ ਹੈ ਇਸ ਕਵੀ ਦਰਬਾਰ ਦੇ ਸੰਚਾਲਨ ਦੀ ਜ਼ਿੰਮੇਵਾਰੀ ਕੌਮਾਂਤਰੀ ਸ਼ਾਇਰ ਕੰਵਰ ਇਕਬਾਲ: [302, 376, 518, 444]
- article2-headline: [23, 461, 748, 513]
- article3-headline-line1: ਸਿੱਖਿਆ ਮੰਤਰੀ ਹਰਜੋਤ ਬੈਂਸ ਨੇ ਸਰਕਾਰੀ ਸਕੂਲਾਂ: [813, 370, 1440, 412]
- article1-dateline: ਕਪੂਰਥਲਾ (ਪੈਗ਼ਾਮ ਏ ਜਗਤ): [30, 198, 158, 212]
- article8-headline-line3: ਕੰਪਲੈਕਸ ਵਿਖੇ ਬੂਟੇ ਲਗਾਏ: [771, 1865, 988, 1891]
- article7-headline: [764, 1518, 1489, 1574]
- article7-agency: (ਪੈਗ਼ਾਮ-ਏ-ਜਗਤ): [771, 1603, 853, 1618]
- header-rule: [23, 97, 1489, 100]
- article6-headline-line1: ਮੋਟਰਸਾਈਕਲ ਚੋਰੀ ਕਰਨ ਵਾਲੇ ਗਿਰੋਹ ਦੇ: [92, 1847, 679, 1893]
- section-title: ਖ਼ਬਰਨਾਮਾ: [620, 14, 824, 70]
- article1-body3: ਅੰਦਾਜ਼ ਵਿੱਚ ਬਖੂਬੀ ਨਿਭਾਈ। ਗੀਤ, ਨਜ਼ਮ ਅਤੇ ਗ਼ਜ਼ਲ ਪੜ੍ਹੇ ਇਸ ਕਵੀ-ਦਰਬਾਰ ਦਾ ਪ੍ਰਸਾਰਣ 31 ਜੁਲਾਈ ਦਿਨ ਬੁੱਧਵਾਰ ਨੂੰ ਬਾਅਦ ਦੁਪਹਿਰ 3.05 ਵਜੇ ਜਲੰਧਰ ਦੂਰਦਰਸ਼ਨ ਦੇ ਚੈਨਲ ਡੀ ਡੀ ਪੰਜਾਬੀ ਤੇ: [529, 376, 745, 444]
- article2-dateline: ਚੰਡੀਗੜ੍ਹ, 30 ਜੁਲਾਈ: [30, 533, 135, 547]
- article8-body: ਜ਼ਿਲ੍ਹਾ ਕਾਨੂੰਨੀ ਸੇਵਾਵਾਂ ਅਥਾਰਟੀ ਦੇ ਚੇਅਰਮੈਨ ਸ੍ਰੀ ਅਤੁਲ ਕਸਾਨਾ (ਜ਼ਿਲ੍ਹਾ ਅਤੇ ਸੈਸ਼ਨਜ਼ ਜੱਜ) ਦੀ ਅਗਵਾਈ ਵਿੱਚ ਜੁਡੀਸ਼ੀਅਲ ਕੋਰਟ ਕੰਪਲੈਕਸ ਵਿਖੇ ਵੱਖ-ਵੱਖ ਕਿਸਮ ਦੇ 15 ਬੂਟੇ ਲਗਾਏ ਗਏ। ਇਸ ਮੌਕੇ ਜਾਣਕਾਰੀ ਦਿੰਦਿਆਂ ਜ਼ਿਲ੍ਹਾ ਕਾਨੂੰਨੀ ਸੇਵਾਵਾਂ ਅਥਾਰਟੀ, ਐਸ.ਏ.ਐਸ. ਨਗਰ ਦੀ ਸਕੱਤਰ ਸ੍ਰੀਮਤੀ ਸੁਰਭੀ ਪਰਾਸ਼ਰ ਨੇ ਦੱਸਿਆ ਕਿ ਇਸ ਤੋਂ ਪਹਿਲਾਂ ਵੀ ਜ਼ਿਲ੍ਹਾ ਕਚਹਿਰੀ ਕੰਪਲੈਕਸ ਵਿੱਚ ਵੱਖ-ਵੱਖ ਕਿਸਮਾਂ ਦੇ ਬੂਟੇ ਲਗਾਏ ਗਏ ਸਨ। ਇਸ ਮੌਕੇ ਸ੍ਰੀ ਵਿਕਰਾਂਤ ਕੁਮਾਰ, ਡਾ. ਅਜੀਤ ਅੱਤਰੀ, ਵਧੀਕ ਜ਼ਿਲ੍ਹਾ ਅਤੇ ਸੈਸ਼ਨਜ਼ ਜੱਜ ਅਤੇ ਹੋਰ ਜੱਜ ਸਾਹਿਬਾਨ ਹਾਜ਼ਰ ਸਨ।: [771, 1947, 1104, 2088]
- article6-body: ਥਾਣਾ ਸ਼ੰਭੂ ਦੀ ਪੁਲੀਸ ਨੇ ਚੋਰਾਂ ਦੇ ਇੱਕ ਗਿਰੋਹ ਨੂੰ ਕਾਬੂ ਕਰਕੇ ਉਨ੍ਹਾਂ ਕੋਲੋਂ ਚੋਰੀ ਕੀਤੀਆਂ ਤਿੰਨ ਮੋਟਰਸਾਈਕਲਾਂ ਬਰਾਮਦ ਕੀਤੀਆਂ ਹਨ। ਪੁਲੀਸ ਦੇ ਬੁਲਾਰੇ ਨੇ ਦੱਸਿਆ ਕਿ ਥਾਣਾ ਸ਼ੰਭੂ ਦੇ ਮੁੱਖ ਅਫ਼ਸਰ ਇੰਸਪੈਕਟਰ ਅਮਨਪਾਲ ਸਿੰਘ ਵਿਰਕ, ਸਬ-ਇੰਸਪੈਕਟਰ ਅਵਤਾਰ ਸਿੰਘ ਇੰਚਾਰਜ ਚੌਕੀ ਤੇਪਲਾ ਦੀ ਟੀਮ ਨੇ ਹੌਲਦਾਰ ਬਲਵਿੰਦਰ ਸਿੰਘ ਦੀ ਪੁਲੀਸ ਪਾਰਟੀ ਨੇ ਇੱਕ ਗੁਪਤ ਸੂਚਨਾ ਦੇ ਆਧਾਰ ਤੇ ਕਾਰਵਾਈ ਕੀਤੀ। ਪੁੱਛਗਿੱਛ ਦੌਰਾਨ ਮੁਲਜ਼ਮਾਂ ਨੇ ਚੋਰੀ ਦੀਆਂ ਕਈ ਵਾਰਦਾਤਾਂ ਕਬੂਲੀਆਂ ਹਨ।: [30, 1993, 272, 2151]
- article5-byline: [30, 1467, 272, 1497]
- brand-email: info@paigamejagat.com: [82, 48, 262, 67]
